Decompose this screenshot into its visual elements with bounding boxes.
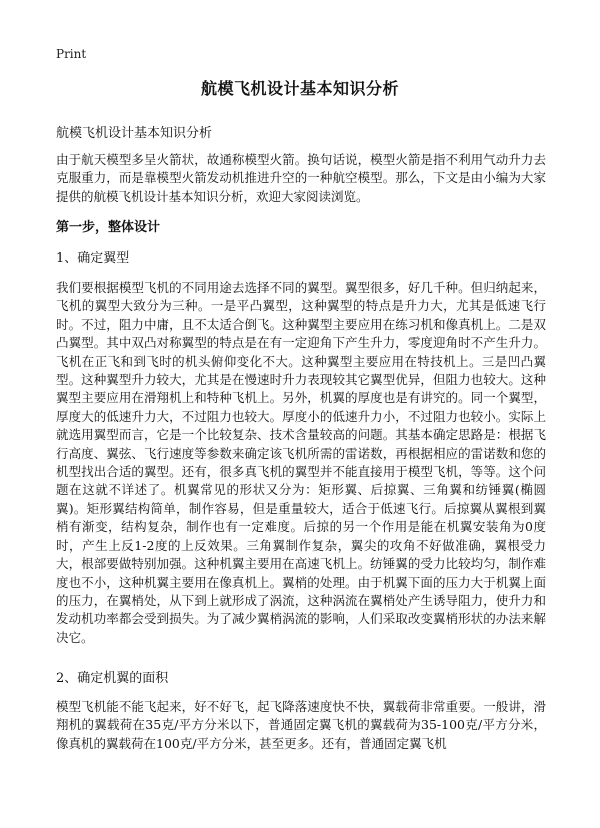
section2-paragraph: 模型飞机能不能飞起来，好不好飞，起飞降落速度快不快，翼载荷非常重要。一般讲，滑翔机的翼载荷在35克/平方分米以下，普通固定翼飞机的翼载荷为35-100克/平方分米，像真机的翼载荷在100克/平方分米，甚至更多。还有，普通固定翼飞机 xyxy=(56,699,546,751)
page-title: 航模飞机设计基本知识分析 xyxy=(200,79,399,98)
intro-paragraph: 由于航天模型多呈火箭状，故通称模型火箭。换句话说，模型火箭是指不利用气动升力去克服重力，而是靠模型火箭发动机推进升空的一种航空模型。那么，下文是由小编为大家提供的航模飞机设计基本知识分析，欢迎大家阅读浏览。 xyxy=(56,152,546,204)
step1-heading: 第一步，整体设计 xyxy=(56,220,161,235)
section2-heading: 2、确定机翼的面积 xyxy=(56,671,169,686)
print-link[interactable]: Print xyxy=(56,47,87,61)
section1-heading: 1、确定翼型 xyxy=(56,251,130,266)
section1-paragraph: 我们要根据模型飞机的不同用途去选择不同的翼型。翼型很多，好几千种。但归纳起来，飞机的翼型大致分为三种。一是平凸翼型，这种翼型的特点是升力大，尤其是低速飞行时。不过，阻力中庸，且不太适合倒飞。这种翼型主要应用在练习机和像真机上。二是双凸翼型。其中双凸对称翼型的特点是在有一定迎角下产生升力，零度迎角时不产生升力。飞机在正飞和到飞时的机头俯仰变化不大。这种翼型主要应用在特技机上。三是凹凸翼型。这种翼型升力较大，尤其是在慢速时升力表现较其它翼型优异，但阻力也较大。这种翼型主要应用在滑翔机上和特种飞机上。另外，机翼的厚度也是有讲究的。同一个翼型，厚度大的低速升力大，不过阻力也较大。厚度小的低速升力小，不过阻力也较小。实际上就选用翼型而言，它是一个比较复杂、技术含量较高的问题。其基本确定思路是：根据飞行高度、翼弦、飞行速度等参数来确定该飞机所需的雷诺数，再根据相应的雷诺数和您的机型找出合适的翼型。还有，很多真飞机的翼型并不能直接用于模型飞机，等等。这个问题在这就不详述了。机翼常见的形状又分为：矩形翼、后掠翼、三角翼和纺锤翼(椭圆翼)。矩形翼结构简单，制作容易，但是重量较大，适合于低速飞行。后掠翼从翼根到翼梢有渐变，结构复杂，制作也有一定难度。后掠的另一个作用是能在机翼安装角为0度时，产生上反1-2度的上反效果。三角翼制作复杂，翼尖的攻角不好做准确，翼根受力大，根部要做特别加强。这种机翼主要用在高速飞机上。纺锤翼的受力比较均匀，制作难度也不小，这种机翼主要用在像真机上。翼梢的处理。由于机翼下面的压力大于机翼上面的压力，在翼梢处，从下到上就形成了涡流，这种涡流在翼梢处产生诱导阻力，使升力和发动机功率都会受到损失。为了减少翼梢涡流的影响，人们采取改变翼梢形状的办法来解决它。 xyxy=(56,280,546,645)
article-subtitle: 航模飞机设计基本知识分析 xyxy=(56,126,213,141)
